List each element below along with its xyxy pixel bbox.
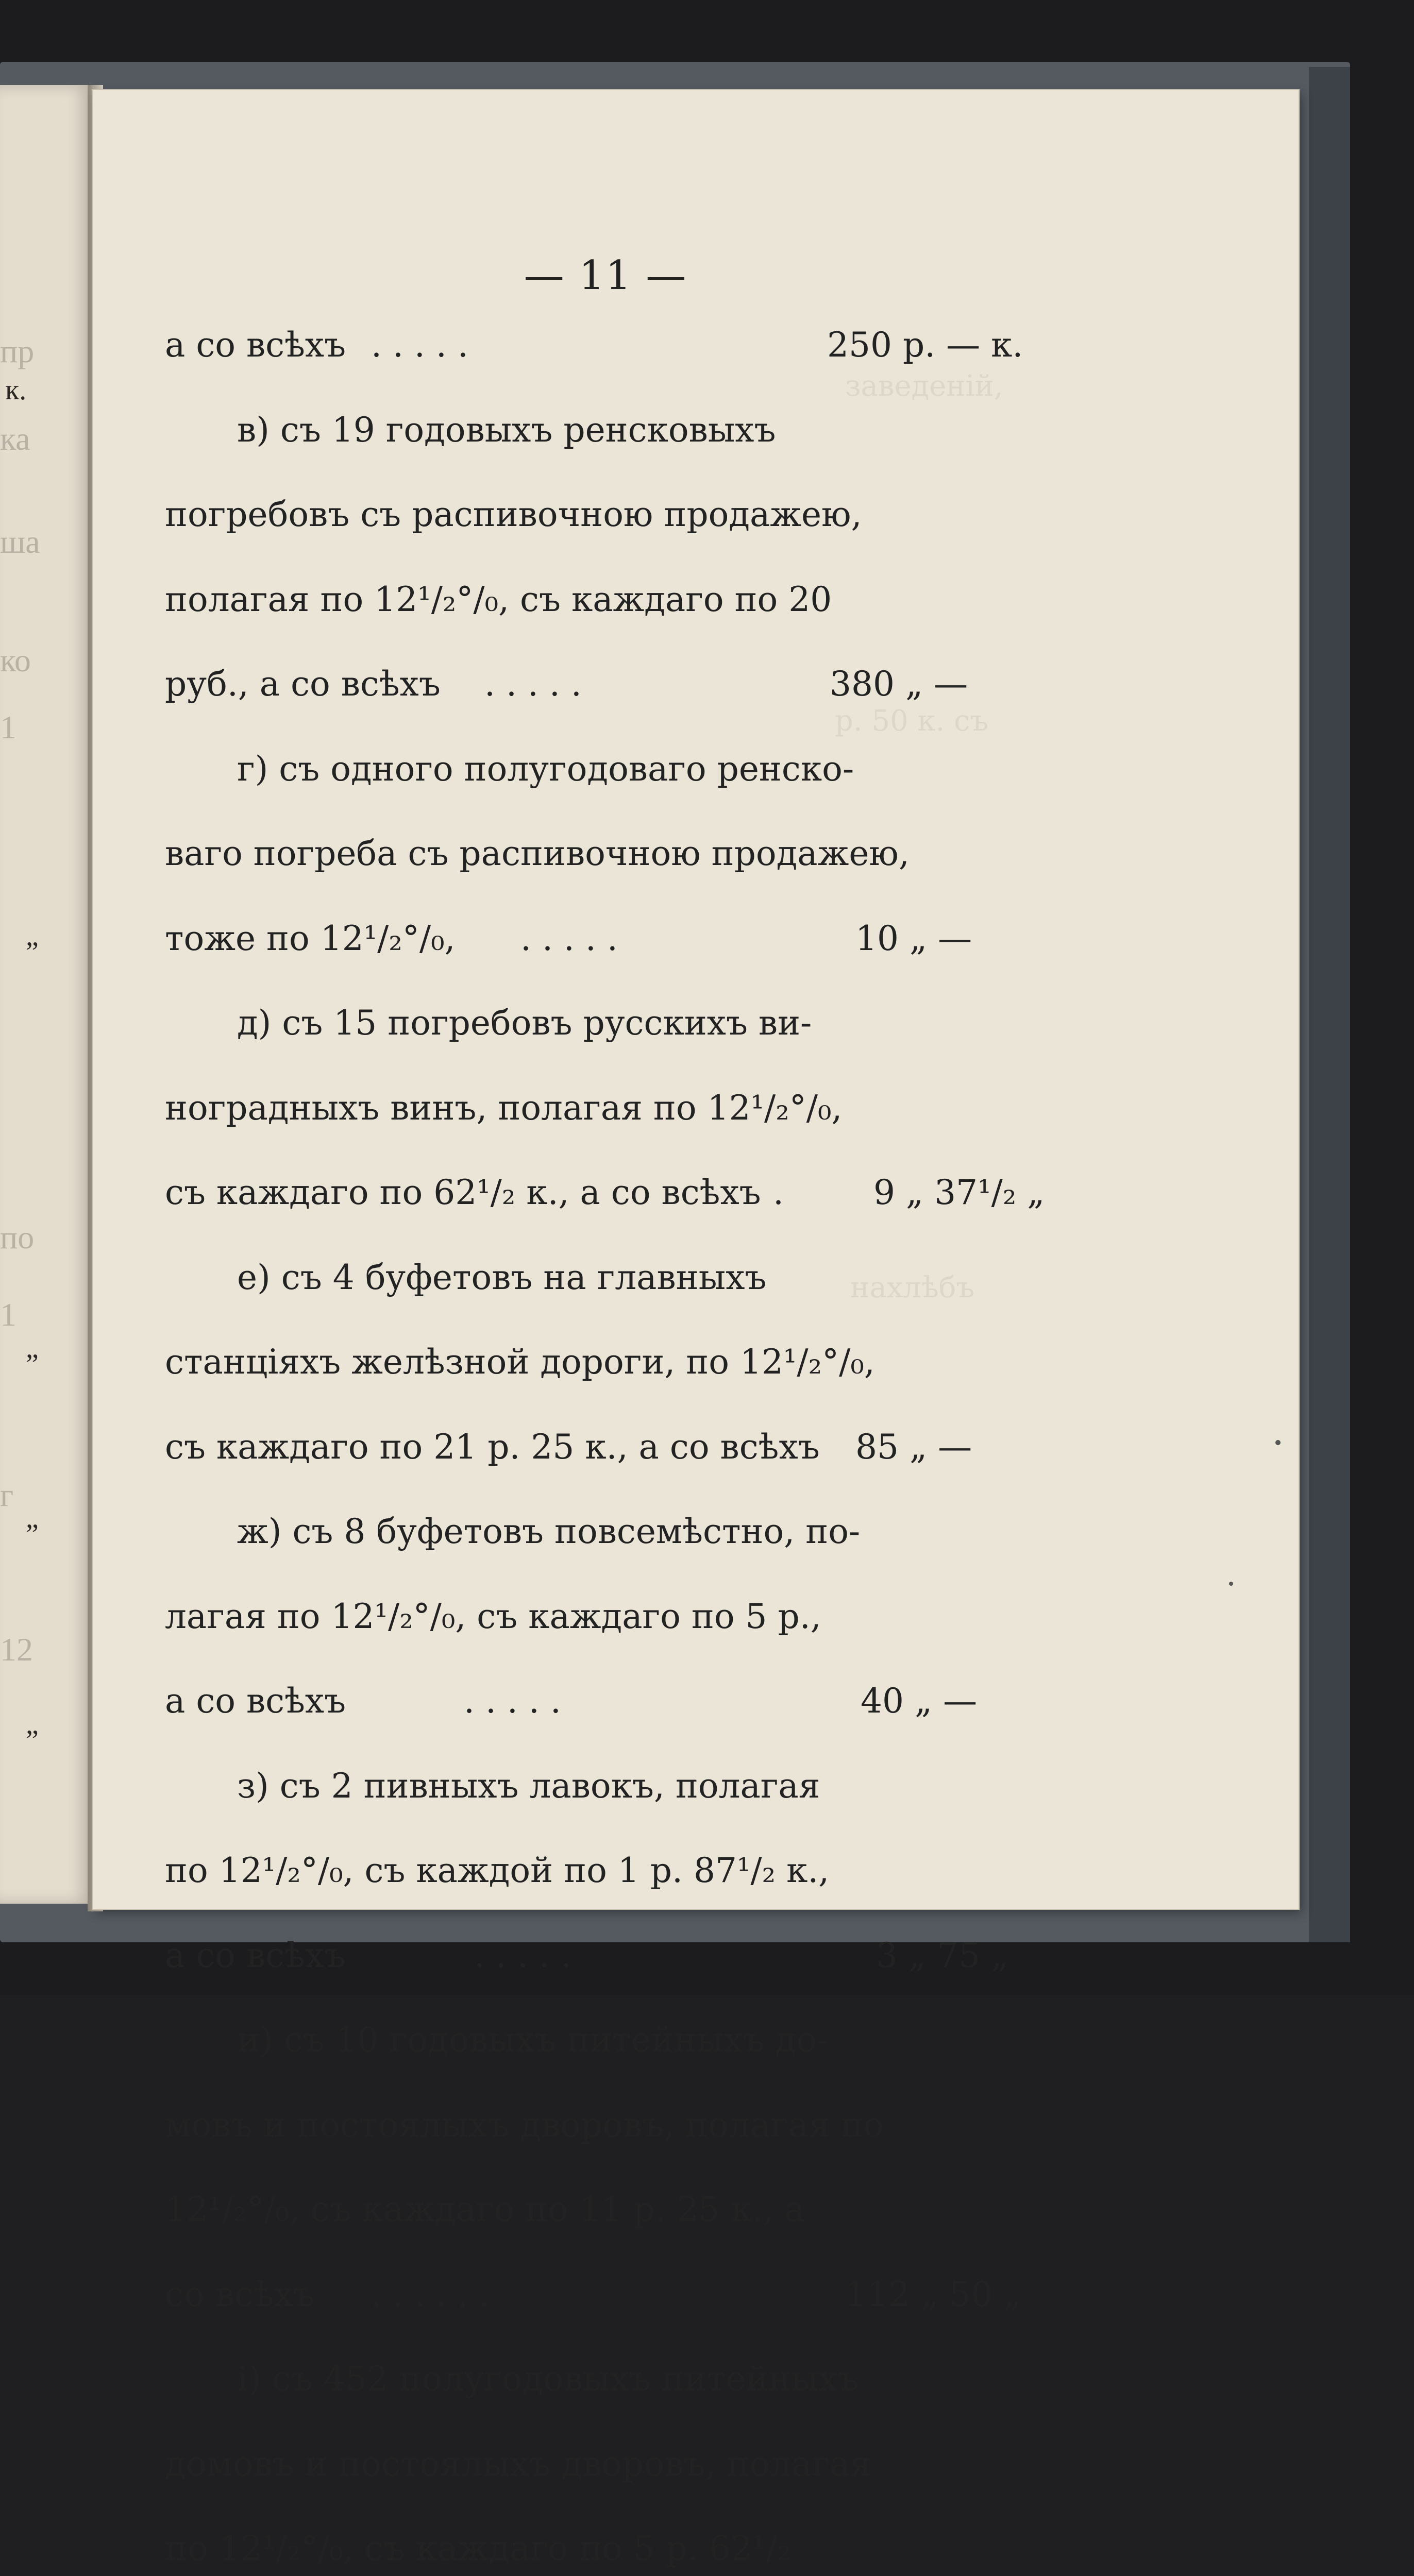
text-line xyxy=(165,2438,871,2490)
line-text: ж) съ 8 буфетовъ повсемѣстно, по- xyxy=(237,1512,861,1551)
text-line xyxy=(165,913,835,964)
previous-page-margin-mark: „ xyxy=(26,1332,39,1364)
line-text: съ каждаго по 21 р. 25 к., а со всѣхъ xyxy=(165,1427,820,1467)
bleed-through: заведеній, xyxy=(845,369,1003,403)
paper-speck xyxy=(1229,1582,1233,1586)
text-line xyxy=(165,1591,835,1642)
text-line xyxy=(165,2353,860,2405)
line-text: по 12¹/₂°/₀, съ каждаго по 5 р. 62¹/₂ xyxy=(165,2529,792,2568)
line-text: домовъ и постоялыхъ дворовъ, полагая xyxy=(165,2444,871,2484)
text-line xyxy=(165,1336,875,1388)
previous-page-text: по xyxy=(0,1219,35,1256)
bleed-through: нахлѣбъ xyxy=(850,1271,974,1304)
previous-page-text: г xyxy=(0,1477,14,1513)
previous-page-margin-mark: „ xyxy=(26,920,39,952)
text-line xyxy=(165,489,862,540)
text-line xyxy=(165,319,835,371)
line-text: со всѣхъ xyxy=(165,2274,315,2314)
line-text: а со всѣхъ xyxy=(165,1935,346,1975)
previous-page-text: ша xyxy=(0,523,40,560)
amount-value: 3 „ 75 „ xyxy=(876,1935,1009,1975)
previous-page-margin-mark: „ xyxy=(26,1502,39,1534)
book-cover-edge xyxy=(1309,67,1350,1942)
text-line xyxy=(165,1845,835,1896)
line-text: ноградныхъ винъ, полагая по 12¹/₂°/₀, xyxy=(165,1088,843,1128)
line-text: 12¹/₂°/₀, съ каждаго по 11 р. 25 к., а xyxy=(165,2190,805,2229)
leader-dots: . xyxy=(773,1173,784,1212)
leader-dots: . . . . . xyxy=(484,664,582,704)
amount-value: 250 р. — к. xyxy=(827,325,1023,365)
text-line xyxy=(165,658,835,710)
text-line xyxy=(165,1082,843,1134)
amount-value: 40 „ — xyxy=(861,1681,978,1721)
previous-page xyxy=(0,85,93,1904)
line-text: а со всѣхъ xyxy=(165,1681,346,1721)
text-line xyxy=(165,828,910,879)
leader-dots: . . . . . xyxy=(464,1681,561,1721)
text-line xyxy=(165,1167,835,1218)
paper-speck xyxy=(1275,1440,1281,1445)
previous-page-margin-mark: „ xyxy=(26,1708,39,1740)
leader-dots: . . . . . xyxy=(371,325,468,365)
line-text: а со всѣхъ xyxy=(165,325,346,365)
amount-value: 112 „ 50 „ xyxy=(845,2274,1021,2314)
page-number: — 11 — xyxy=(524,252,687,299)
line-text: е) съ 4 буфетовъ на главныхъ xyxy=(237,1257,767,1297)
text-line xyxy=(165,1675,835,1727)
previous-page-margin-mark: к. xyxy=(5,374,27,406)
line-text: лагая по 12¹/₂°/₀, съ каждаго по 5 р., xyxy=(165,1596,821,1636)
line-text: руб., а со всѣхъ xyxy=(165,664,441,704)
line-text: г) съ одного полугодоваго ренско- xyxy=(237,749,854,789)
previous-page-text: 1 xyxy=(0,709,16,745)
line-text: съ каждаго по 62¹/₂ к., а со всѣхъ xyxy=(165,1173,761,1212)
line-text: д) съ 15 погребовъ русскихъ ви- xyxy=(237,1003,812,1043)
previous-page-text: ко xyxy=(0,642,31,679)
text-line xyxy=(165,1252,835,1303)
text-line xyxy=(165,743,854,795)
line-text: ваго погреба съ распивочною продажею, xyxy=(165,834,910,873)
line-text: і) съ 452 полугодовыхъ питейныхъ xyxy=(237,2359,860,2399)
amount-value: 85 „ — xyxy=(855,1427,972,1467)
line-text: и) съ 10 годовыхъ питейныхъ до- xyxy=(237,2020,829,2060)
previous-page-text: пр xyxy=(0,333,35,369)
text-line xyxy=(165,1421,835,1473)
leader-dots: . . . . . xyxy=(520,918,618,958)
line-text: полагая по 12¹/₂°/₀, съ каждаго по 20 xyxy=(165,579,832,619)
text-line xyxy=(165,2269,835,2320)
text-line xyxy=(165,2099,884,2151)
line-text: погребовъ съ распивочною продажею, xyxy=(165,495,862,534)
line-text: тоже по 12¹/₂°/₀, xyxy=(165,918,456,958)
text-line xyxy=(165,2014,835,2066)
previous-page-text: ка xyxy=(0,420,30,457)
line-text: по 12¹/₂°/₀, съ каждой по 1 р. 87¹/₂ к., xyxy=(165,1851,830,1890)
text-line xyxy=(165,997,835,1049)
text-line xyxy=(165,2184,835,2235)
previous-page-text: 1 xyxy=(0,1296,16,1333)
leader-dots: . . . . . . xyxy=(371,2274,490,2314)
text-line xyxy=(165,1506,861,1557)
text-line xyxy=(165,404,835,456)
amount-value: 9 „ 37¹/₂ „ xyxy=(873,1173,1045,1212)
line-text: мовъ и постоялыхъ дворовъ, полагая по xyxy=(165,2105,884,2145)
amount-value: 380 „ — xyxy=(830,664,968,704)
text-line xyxy=(165,574,835,625)
text-line xyxy=(165,1760,835,1812)
leader-dots: . . . . . xyxy=(474,1935,571,1975)
text-line xyxy=(165,2523,835,2574)
text-line xyxy=(165,1930,835,1981)
bleed-through: р. 50 к. съ xyxy=(835,704,989,738)
previous-page-text: 12 xyxy=(0,1631,33,1668)
line-text: станціяхъ желѣзной дороги, по 12¹/₂°/₀, xyxy=(165,1342,875,1382)
amount-value: 10 „ — xyxy=(855,918,972,958)
line-text: з) съ 2 пивныхъ лавокъ, полагая xyxy=(237,1766,820,1806)
line-text: в) съ 19 годовыхъ ренсковыхъ xyxy=(237,410,776,450)
